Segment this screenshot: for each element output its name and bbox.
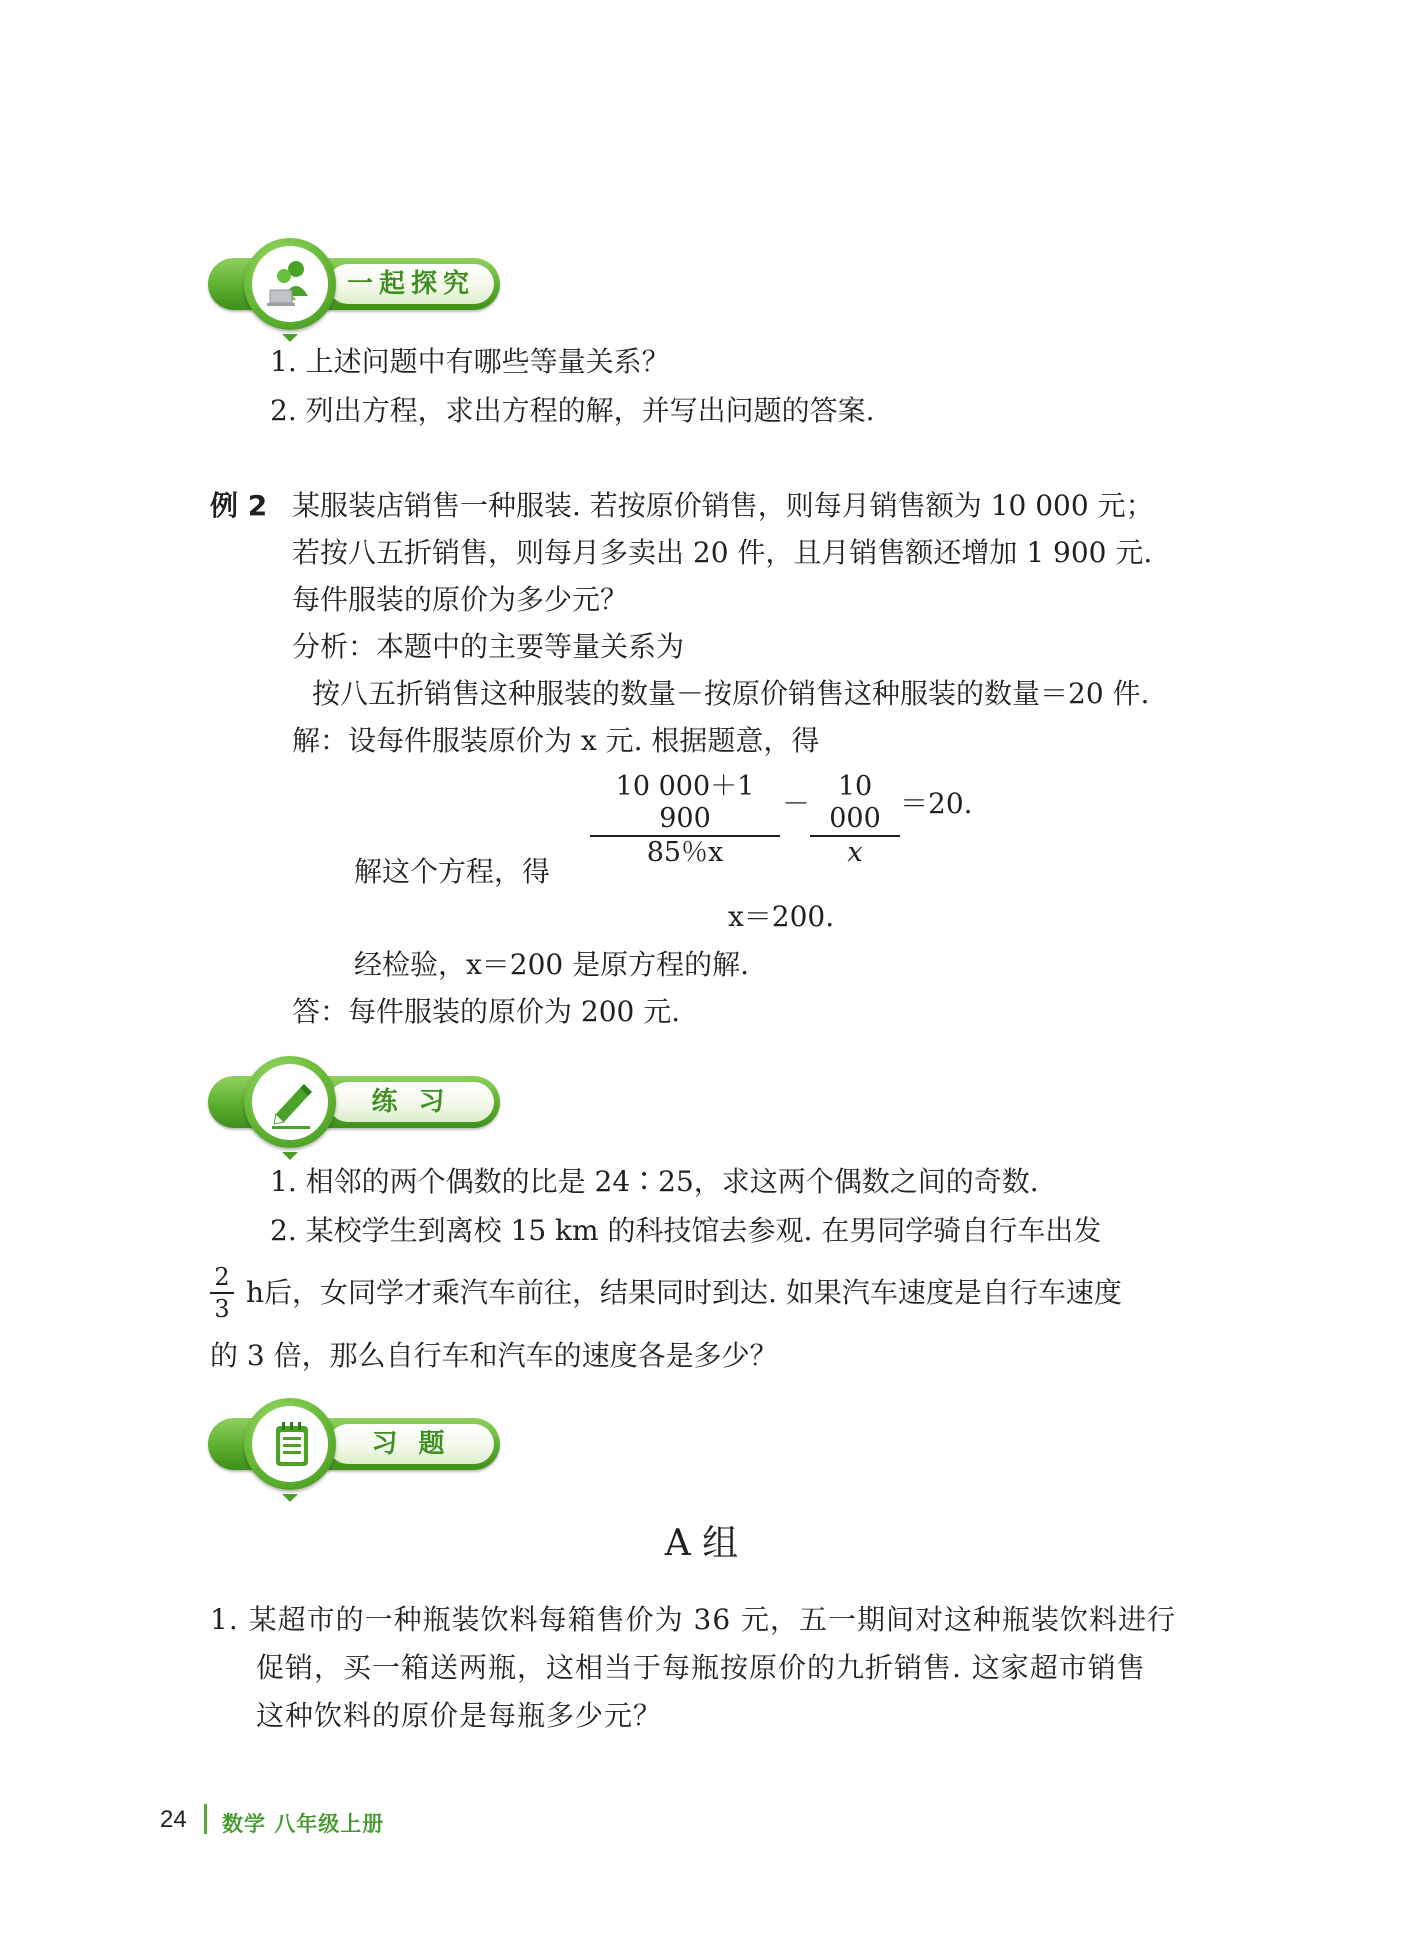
explore-section-banner: [208, 238, 500, 350]
equation-result: x＝200.: [728, 900, 835, 933]
page-number: 24: [160, 1806, 187, 1833]
explore-section-title: 一起探究: [346, 269, 475, 299]
people-computer-icon: [264, 256, 320, 312]
exercise-section-title: 习 题: [371, 1429, 451, 1459]
footer-divider: [204, 1804, 207, 1834]
example-line-2: 若按八五折销售，则每月多卖出 20 件，且月销售额还增加 1 900 元.: [292, 536, 1153, 569]
solution-intro: 解：设每件服装原价为 x 元. 根据题意，得: [292, 724, 820, 757]
practice-section-title: 练 习: [371, 1087, 451, 1117]
explore-item-2: 2. 列出方程，求出方程的解，并写出问题的答案.: [270, 394, 875, 427]
practice-item-2-line-3: 的 3 倍，那么自行车和汽车的速度各是多少？: [210, 1339, 778, 1372]
analysis-label: 分析：本题中的主要等量关系为: [292, 630, 685, 663]
equation-fraction-1: $\frac{10 000+1 900}{85\%x}$: [590, 771, 780, 869]
practice-section-banner: [208, 1056, 500, 1168]
answer-line: 答：每件服装的原价为 200 元.: [292, 995, 681, 1028]
practice-item-2-line-1: 2. 某校学生到离校 15 km 的科技馆去参观. 在男同学骑自行车出发: [270, 1214, 1102, 1247]
practice-item-1: 1. 相邻的两个偶数的比是 24∶25，求这两个偶数之间的奇数.: [270, 1165, 1039, 1198]
equation-fraction-2: $\frac{10 000}{x}$: [810, 771, 900, 869]
example-line-1: 某服装店销售一种服装. 若按原价销售，则每月销售额为 10 000 元；: [292, 489, 1154, 522]
equation-minus: －: [782, 787, 811, 820]
analysis-relation: 按八五折销售这种服装的数量－按原价销售这种服装的数量＝20 件.: [312, 677, 1150, 710]
practice-item-2-line-2: h后，女同学才乘汽车前往，结果同时到达. 如果汽车速度是自行车速度: [246, 1276, 1122, 1309]
group-title: A 组: [664, 1523, 739, 1564]
exercise-item-1-line-3: 这种饮料的原价是每瓶多少元？: [256, 1699, 663, 1732]
pencil-icon: [264, 1074, 320, 1130]
footer-book-title: 数学 八年级上册: [222, 1812, 385, 1836]
explore-item-1: 1. 上述问题中有哪些等量关系？: [270, 345, 670, 378]
exercise-item-1-line-1: 1. 某超市的一种瓶装饮料每箱售价为 36 元，五一期间对这种瓶装饮料进行: [210, 1603, 1177, 1636]
example-tag: 例 2: [210, 489, 268, 522]
check-line: 经检验，x＝200 是原方程的解.: [354, 948, 750, 981]
example-line-3: 每件服装的原价为多少元？: [292, 583, 629, 616]
exercise-section-banner: [208, 1398, 500, 1510]
practice-fraction: $\frac{2}{3}$: [210, 1262, 234, 1324]
solve-line: 解这个方程，得: [354, 855, 551, 888]
exercise-item-1-line-2: 促销，买一箱送两瓶，这相当于每瓶按原价的九折销售. 这家超市销售: [256, 1651, 1146, 1684]
equation-rhs: ＝20.: [900, 787, 973, 820]
notepad-icon: [264, 1416, 320, 1472]
